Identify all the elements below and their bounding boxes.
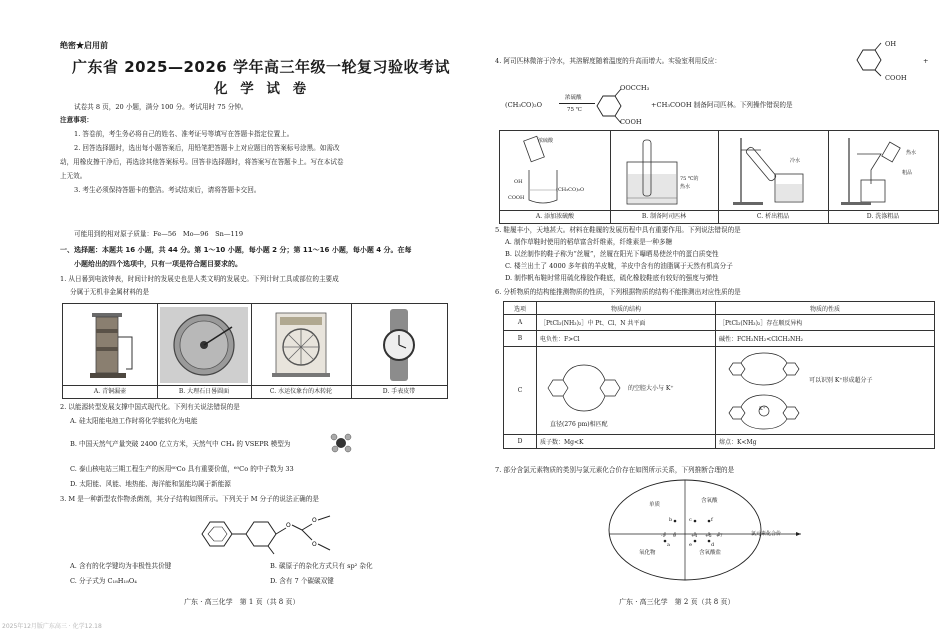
table-cell: ［PtCl₂(NH₃)₂］存在顺反异构: [716, 315, 935, 331]
table-cell: D: [504, 435, 537, 449]
notice-heading: 注意事项：: [60, 116, 93, 124]
point-label: e: [689, 542, 692, 548]
q5-option-c: C. 楼兰出土了 4000 多年前的羊皮靴，羊皮中含有的油脂属于天然有机高分子: [505, 262, 733, 270]
aspirin-cooh-label: COOH: [620, 118, 642, 126]
point-label: d: [711, 542, 715, 548]
q5-option-a: A. 制作草鞋时使用的稻草富含纤维素，纤维素是一种多糖: [505, 238, 673, 246]
d-label-1: 热水: [906, 150, 917, 156]
notice-item: 2. 回答选择题时，选出每小题答案后，用铅笔把答题卡上对应题目的答案标号涂黑。如需改: [74, 144, 340, 152]
q4-option-b: B. 制备阿司匹林: [610, 210, 718, 223]
a-label-1: 浓硫酸: [538, 138, 554, 144]
q4-option-d: D. 洗涤粗品: [828, 210, 938, 223]
q3-option-d: D. 含有 7 个碳碳双键: [270, 577, 334, 585]
region-label: 含氧酸盐: [699, 550, 722, 556]
tick-label: 0: [673, 534, 676, 539]
d-label-2: 粗品: [902, 170, 913, 176]
q2-option-d: D. 太阳能、风能、地热能、海洋能和氢能均属于新能源: [70, 480, 231, 488]
b-label-1: 75 ℃的: [680, 176, 699, 182]
tick-label: +1: [691, 534, 698, 539]
marble-sundial-image: [160, 307, 248, 383]
table-cell: B: [504, 331, 537, 347]
table-cell-property: [716, 347, 935, 435]
watermark-text: 2025年12月版广东高三 · 化学12.18: [2, 623, 102, 630]
section-heading: 一、选择题：本题共 16 小题，共 44 分。第 1～10 小题，每小题 2 分；第 11～16 小题，每小题 4 分。在每: [60, 246, 412, 254]
oocch3-label: OOCCH₃: [620, 84, 650, 92]
notice-item: 1. 答卷前，考生务必将自己的姓名、准考证号等填写在答题卡指定位置上。: [74, 130, 294, 138]
region-label: 单质: [649, 502, 661, 508]
q3-option-c: C. 分子式为 C₁₈H₁₈O₄: [70, 577, 137, 585]
point-label: a: [667, 542, 670, 548]
point-label: f: [711, 517, 713, 523]
q4-figure: [499, 130, 939, 224]
q1-option-a: A. 青铜漏壶: [63, 385, 157, 398]
table-cell-structure: [537, 347, 716, 435]
reaction-condition-bottom: 75 ℃: [567, 107, 582, 113]
c-property-text: 可以识别 K⁺形成超分子: [809, 376, 873, 384]
table-cell: 碱性：FCH₂NH₂<ClCH₂NH₂: [716, 331, 935, 347]
notice-item: 上无效。: [60, 172, 87, 180]
c-structure-text: 的空腔大小与 K⁺: [628, 384, 674, 392]
q2-stem: 2. 以能源转型发展支撑中国式现代化。下列有关说法错误的是: [60, 403, 240, 411]
table-row: [504, 315, 935, 331]
exam-intro: 试卷共 8 页，20 小题，满分 100 分。考试用时 75 分钟。: [74, 103, 248, 111]
notice-item: 动，用橡皮擦干净后，再选涂其他答案标号。回答非选择题时，将答案写在答题卡上。写在本试卷: [60, 158, 344, 166]
table-row: [504, 347, 935, 435]
secret-label: 绝密★启用前: [60, 40, 108, 50]
q2-option-a: A. 硅太阳能电池工作时将化学能转化为电能: [70, 417, 198, 425]
plus-sign: +: [923, 57, 929, 65]
q4-option-cell: [718, 131, 829, 223]
q5-option-b: B. 以丝制作的鞋子称为“丝履”，丝履在阳光下曝晒易使丝中的蛋白质变性: [505, 250, 719, 258]
prepare-aspirin-figure: [613, 134, 715, 208]
notice-item: 3. 考生必须保持答题卡的整洁。考试结束后，请将答题卡交回。: [74, 186, 261, 194]
acetic-anhydride: (CH₃CO)₂O: [505, 101, 543, 109]
point-label: c: [689, 517, 692, 523]
q4-option-c: C. 析出粗品: [718, 210, 828, 223]
k-ion-label: K⁺: [759, 405, 766, 412]
q3-stem: 3. M 是一种新型农作物杀菌剂，其分子结构如图所示。下列关于 M 分子的说法正确的是: [60, 495, 319, 503]
c-label-1: 冷水: [790, 158, 801, 164]
q1-option-d: D. 手表皮带: [351, 385, 447, 398]
table-row: [504, 331, 935, 347]
tick-label: +7: [716, 534, 723, 539]
water-clock-tower-image: [254, 307, 348, 383]
page-footer: 广东 · 高三化学 第 2 页（共 8 页）: [619, 598, 735, 606]
q6-stem: 6. 分析物质的结构能推测物质的性质，下列根据物质的结构不能推测出对应性质的是: [495, 288, 741, 296]
q5-option-d: D. 制作帆布鞋时常用硫化橡胶作鞋底，硫化橡胶鞋底有较好的强度与弹性: [505, 274, 719, 282]
wristwatch-image: [354, 307, 444, 383]
q1-figure: [62, 303, 448, 399]
q7-stem: 7. 部分含氯元素物质的类别与氯元素化合价存在如图所示关系，下列推断合理的是: [495, 466, 735, 474]
table-cell: 质子数：Mg<K: [537, 435, 716, 449]
precipitate-crude-figure: [721, 134, 825, 208]
table-cell: A: [504, 315, 537, 331]
q4-stem-cont: +CH₃COOH 制备阿司匹林。下列操作错误的是: [651, 101, 793, 109]
page-2: [475, 0, 950, 631]
page-footer: 广东 · 高三化学 第 1 页（共 8 页）: [184, 598, 300, 606]
q3-option-b: B. 碳原子的杂化方式只有 sp² 杂化: [270, 562, 373, 570]
cooh-label: COOH: [885, 74, 907, 82]
table-header: 选项: [504, 302, 537, 315]
q3-option-a: A. 含有的化学键均为非极性共价键: [70, 562, 172, 570]
table-cell: 熔点：K<Mg: [716, 435, 935, 449]
a-label-oh: OH: [514, 179, 523, 185]
table-row: [504, 435, 935, 449]
axis-label: 氯元素化合价: [751, 531, 782, 537]
q1-stem-cont: 分属于无机非金属材料的是: [70, 288, 150, 296]
supramolecule-structure: [725, 351, 803, 431]
section-heading-cont: 小题给出的四个选项中，只有一项是符合题目要求的。: [74, 260, 242, 268]
a-label-2: (CH₃CO)₂O: [556, 187, 585, 193]
q4-option-cell: [610, 131, 719, 223]
q4-option-cell: [828, 131, 938, 223]
bronze-clepsydra-image: [66, 307, 154, 383]
q1-option-cell: [157, 304, 252, 398]
b-label-2: 热水: [680, 184, 691, 190]
region-label: 氧化物: [639, 550, 656, 556]
chlorine-valence-diagram: [605, 478, 815, 582]
c-diameter-text: 直径(276 pm)相匹配: [550, 420, 608, 428]
reaction-condition-top: 浓硫酸: [565, 95, 582, 101]
table-header: 物质的结构: [537, 302, 716, 315]
q2-option-c: C. 泰山核电站三期工程生产的医用⁶⁰Co 具有重要价值，⁶⁰Co 的中子数为 33: [70, 465, 294, 473]
exam-subtitle: 化 学 试 卷: [214, 81, 311, 97]
q5-stem: 5. 鞋履丰小，天地甚大。材料在鞋履的发展历程中具有重要作用。下列说法错误的是: [495, 226, 741, 234]
q1-option-cell: [251, 304, 352, 398]
molecule-m-structure: [194, 510, 344, 556]
atomic-masses: 可能用到的相对原子质量：Fe—56 Mo—96 Sn—119: [74, 230, 244, 238]
region-label: 含氧酸: [701, 498, 718, 504]
q1-option-cell: [63, 304, 158, 398]
point-label: b: [669, 517, 673, 523]
vsepr-model-icon: [329, 431, 353, 453]
table-cell: C: [504, 347, 537, 435]
q4-option-cell: [500, 131, 611, 223]
oh-label: OH: [885, 40, 897, 48]
tick-label: -1: [661, 534, 666, 539]
svg-text:O: O: [312, 517, 317, 524]
exam-title: 广东省 2025—2026 学年高三年级一轮复习验收考试: [72, 58, 450, 76]
table-cell: ［PtCl₂(NH₃)₂］中 Pt、Cl、N 共平面: [537, 315, 716, 331]
tick-label: +5: [705, 534, 712, 539]
q4-stem: 4. 阿司匹林微溶于冷水，其溶解度随着温度的升高而增大。实验室利用反应：: [495, 57, 721, 65]
q1-stem: 1. 从日晷到电波钟表，时间计时的发展史也是人类文明的发展史。下列计时工具或部位的主要成: [60, 275, 339, 283]
q1-option-cell: [351, 304, 447, 398]
q1-option-b: B. 大理石日晷圆面: [157, 385, 251, 398]
svg-text:O: O: [312, 541, 317, 548]
q6-table: [503, 301, 935, 449]
q4-option-a: A. 添加浓硫酸: [500, 210, 610, 223]
table-cell: 电负性：F>Cl: [537, 331, 716, 347]
table-header-row: [504, 302, 935, 315]
table-header: 物质的性质: [716, 302, 935, 315]
wash-crude-figure: [831, 134, 935, 208]
q1-option-c: C. 水运仪象台的木转轮: [251, 385, 351, 398]
svg-text:O: O: [286, 522, 291, 529]
q2-option-b: B. 中国天然气产量突破 2400 亿立方米，天然气中 CH₄ 的 VSEPR 模型为: [70, 440, 291, 448]
crown-ether-structure: [544, 359, 624, 417]
a-label-cooh: COOH: [508, 195, 525, 201]
